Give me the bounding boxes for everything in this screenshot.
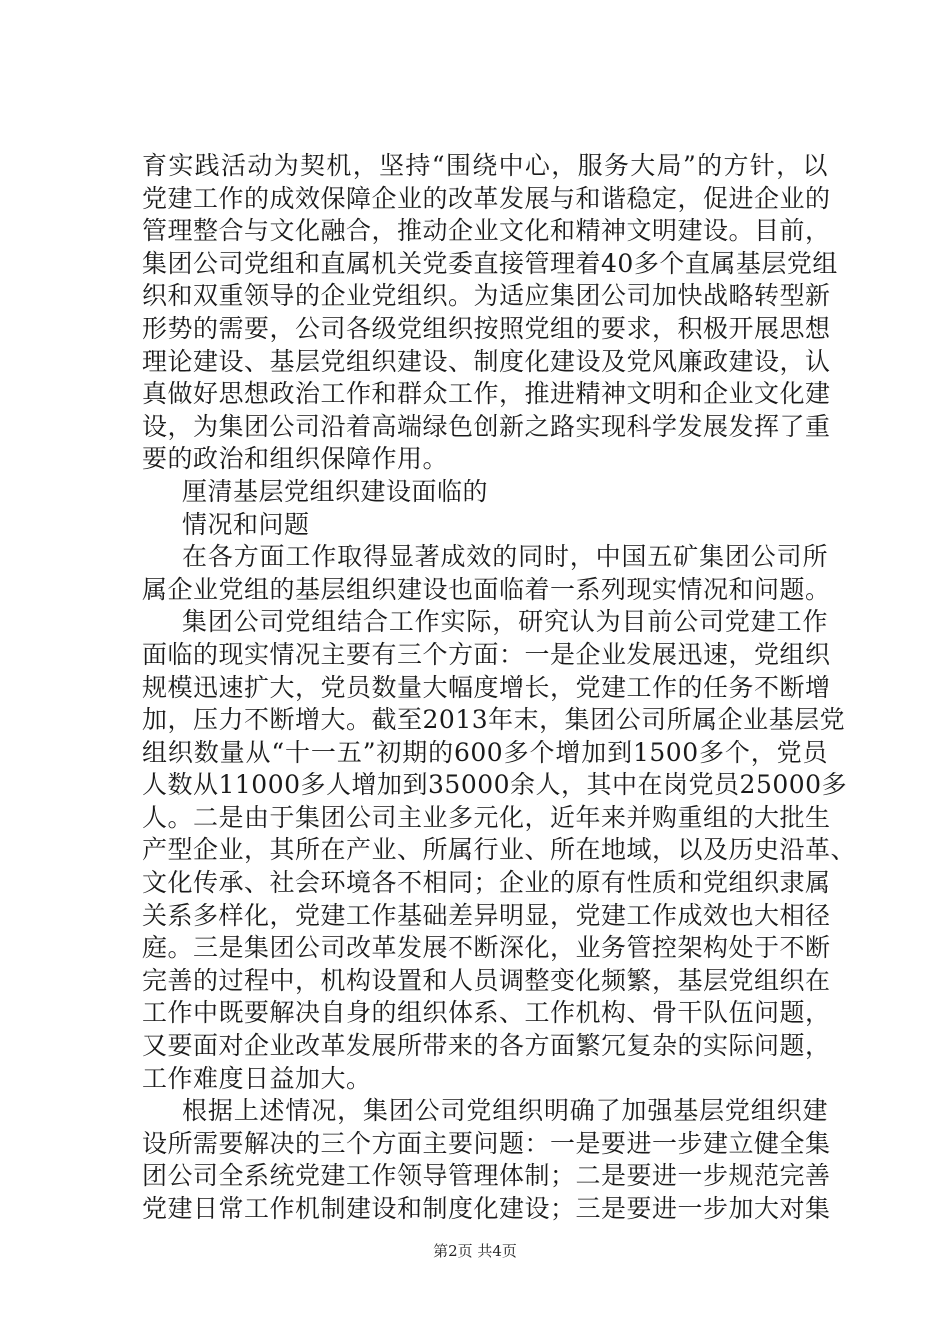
text-line: 关系多样化，党建工作基础差异明显，党建工作成效也大相径	[142, 900, 831, 930]
paragraph	[142, 476, 828, 509]
paragraph	[142, 509, 828, 542]
text-line: 又要面对企业改革发展所带来的各方面繁冗复杂的实际问题，	[142, 1031, 831, 1061]
text-line: 真做好思想政治工作和群众工作，推进精神文明和企业文化建	[142, 379, 831, 409]
text-line: 党建工作的成效保障企业的改革发展与和谐稳定，促进企业的	[142, 183, 831, 213]
text-line: 情况和问题	[182, 509, 310, 539]
text-line: 根据上述情况，集团公司党组织明确了加强基层党组织建	[182, 1096, 828, 1126]
text-line: 产型企业，其所在产业、所属行业、所在地域，以及历史沿革、	[142, 835, 857, 865]
text-line: 面临的现实情况主要有三个方面：一是企业发展迅速，党组织	[142, 639, 831, 669]
body-text	[142, 150, 857, 1226]
text-line: 工作难度日益加大。	[142, 1063, 372, 1093]
text-line: 厘清基层党组织建设面临的	[182, 476, 489, 506]
paragraph	[142, 541, 831, 606]
paragraph	[142, 606, 857, 1095]
text-line: 人数从11000多人增加到35000余人，其中在岗党员25000多	[142, 770, 848, 800]
text-line: 设，为集团公司沿着高端绿色创新之路实现科学发展发挥了重	[142, 411, 831, 441]
text-line: 集团公司党组结合工作实际，研究认为目前公司党建工作	[182, 607, 828, 637]
text-line: 人。二是由于集团公司主业多元化，近年来并购重组的大批生	[142, 802, 831, 832]
paragraph	[142, 1095, 831, 1225]
text-line: 织和双重领导的企业党组织。为适应集团公司加快战略转型新	[142, 281, 831, 311]
text-line: 育实践活动为契机，坚持“围绕中心，服务大局”的方针，以	[142, 151, 828, 180]
text-line: 加，压力不断增大。截至2013年末，集团公司所属企业基层党	[142, 705, 846, 735]
text-line: 设所需要解决的三个方面主要问题：一是要进一步建立健全集	[142, 1128, 831, 1158]
text-line: 集团公司党组和直属机关党委直接管理着40多个直属基层党组	[142, 248, 838, 278]
text-line: 完善的过程中，机构设置和人员调整变化频繁，基层党组织在	[142, 965, 831, 995]
text-line: 党建日常工作机制建设和制度化建设；三是要进一步加大对集	[142, 1194, 831, 1223]
text-line: 文化传承、社会环境各不相同；企业的原有性质和党组织隶属	[142, 868, 831, 898]
text-line: 工作中既要解决自身的组织体系、工作机构、骨干队伍问题，	[142, 998, 831, 1028]
text-line: 规模迅速扩大，党员数量大幅度增长，党建工作的任务不断增	[142, 672, 831, 702]
page-footer: 第2页 共4页	[433, 1242, 517, 1260]
text-line: 在各方面工作取得显著成效的同时，中国五矿集团公司所	[182, 542, 828, 572]
text-line: 理论建设、基层党组织建设、制度化建设及党风廉政建设，认	[142, 346, 831, 376]
text-line: 庭。三是集团公司改革发展不断深化，业务管控架构处于不断	[142, 933, 831, 963]
text-line: 形势的需要，公司各级党组织按照党组的要求，积极开展思想	[142, 313, 831, 343]
text-line: 管理整合与文化融合，推动企业文化和精神文明建设。目前，	[142, 216, 831, 246]
text-line: 团公司全系统党建工作领导管理体制；二是要进一步规范完善	[142, 1161, 831, 1191]
text-line: 要的政治和组织保障作用。	[142, 444, 449, 474]
text-line: 组织数量从“十一五”初期的600多个增加到1500多个，党员	[142, 737, 828, 767]
text-line: 属企业党组的基层组织建设也面临着一系列现实情况和问题。	[142, 574, 831, 604]
paragraph	[142, 150, 838, 476]
